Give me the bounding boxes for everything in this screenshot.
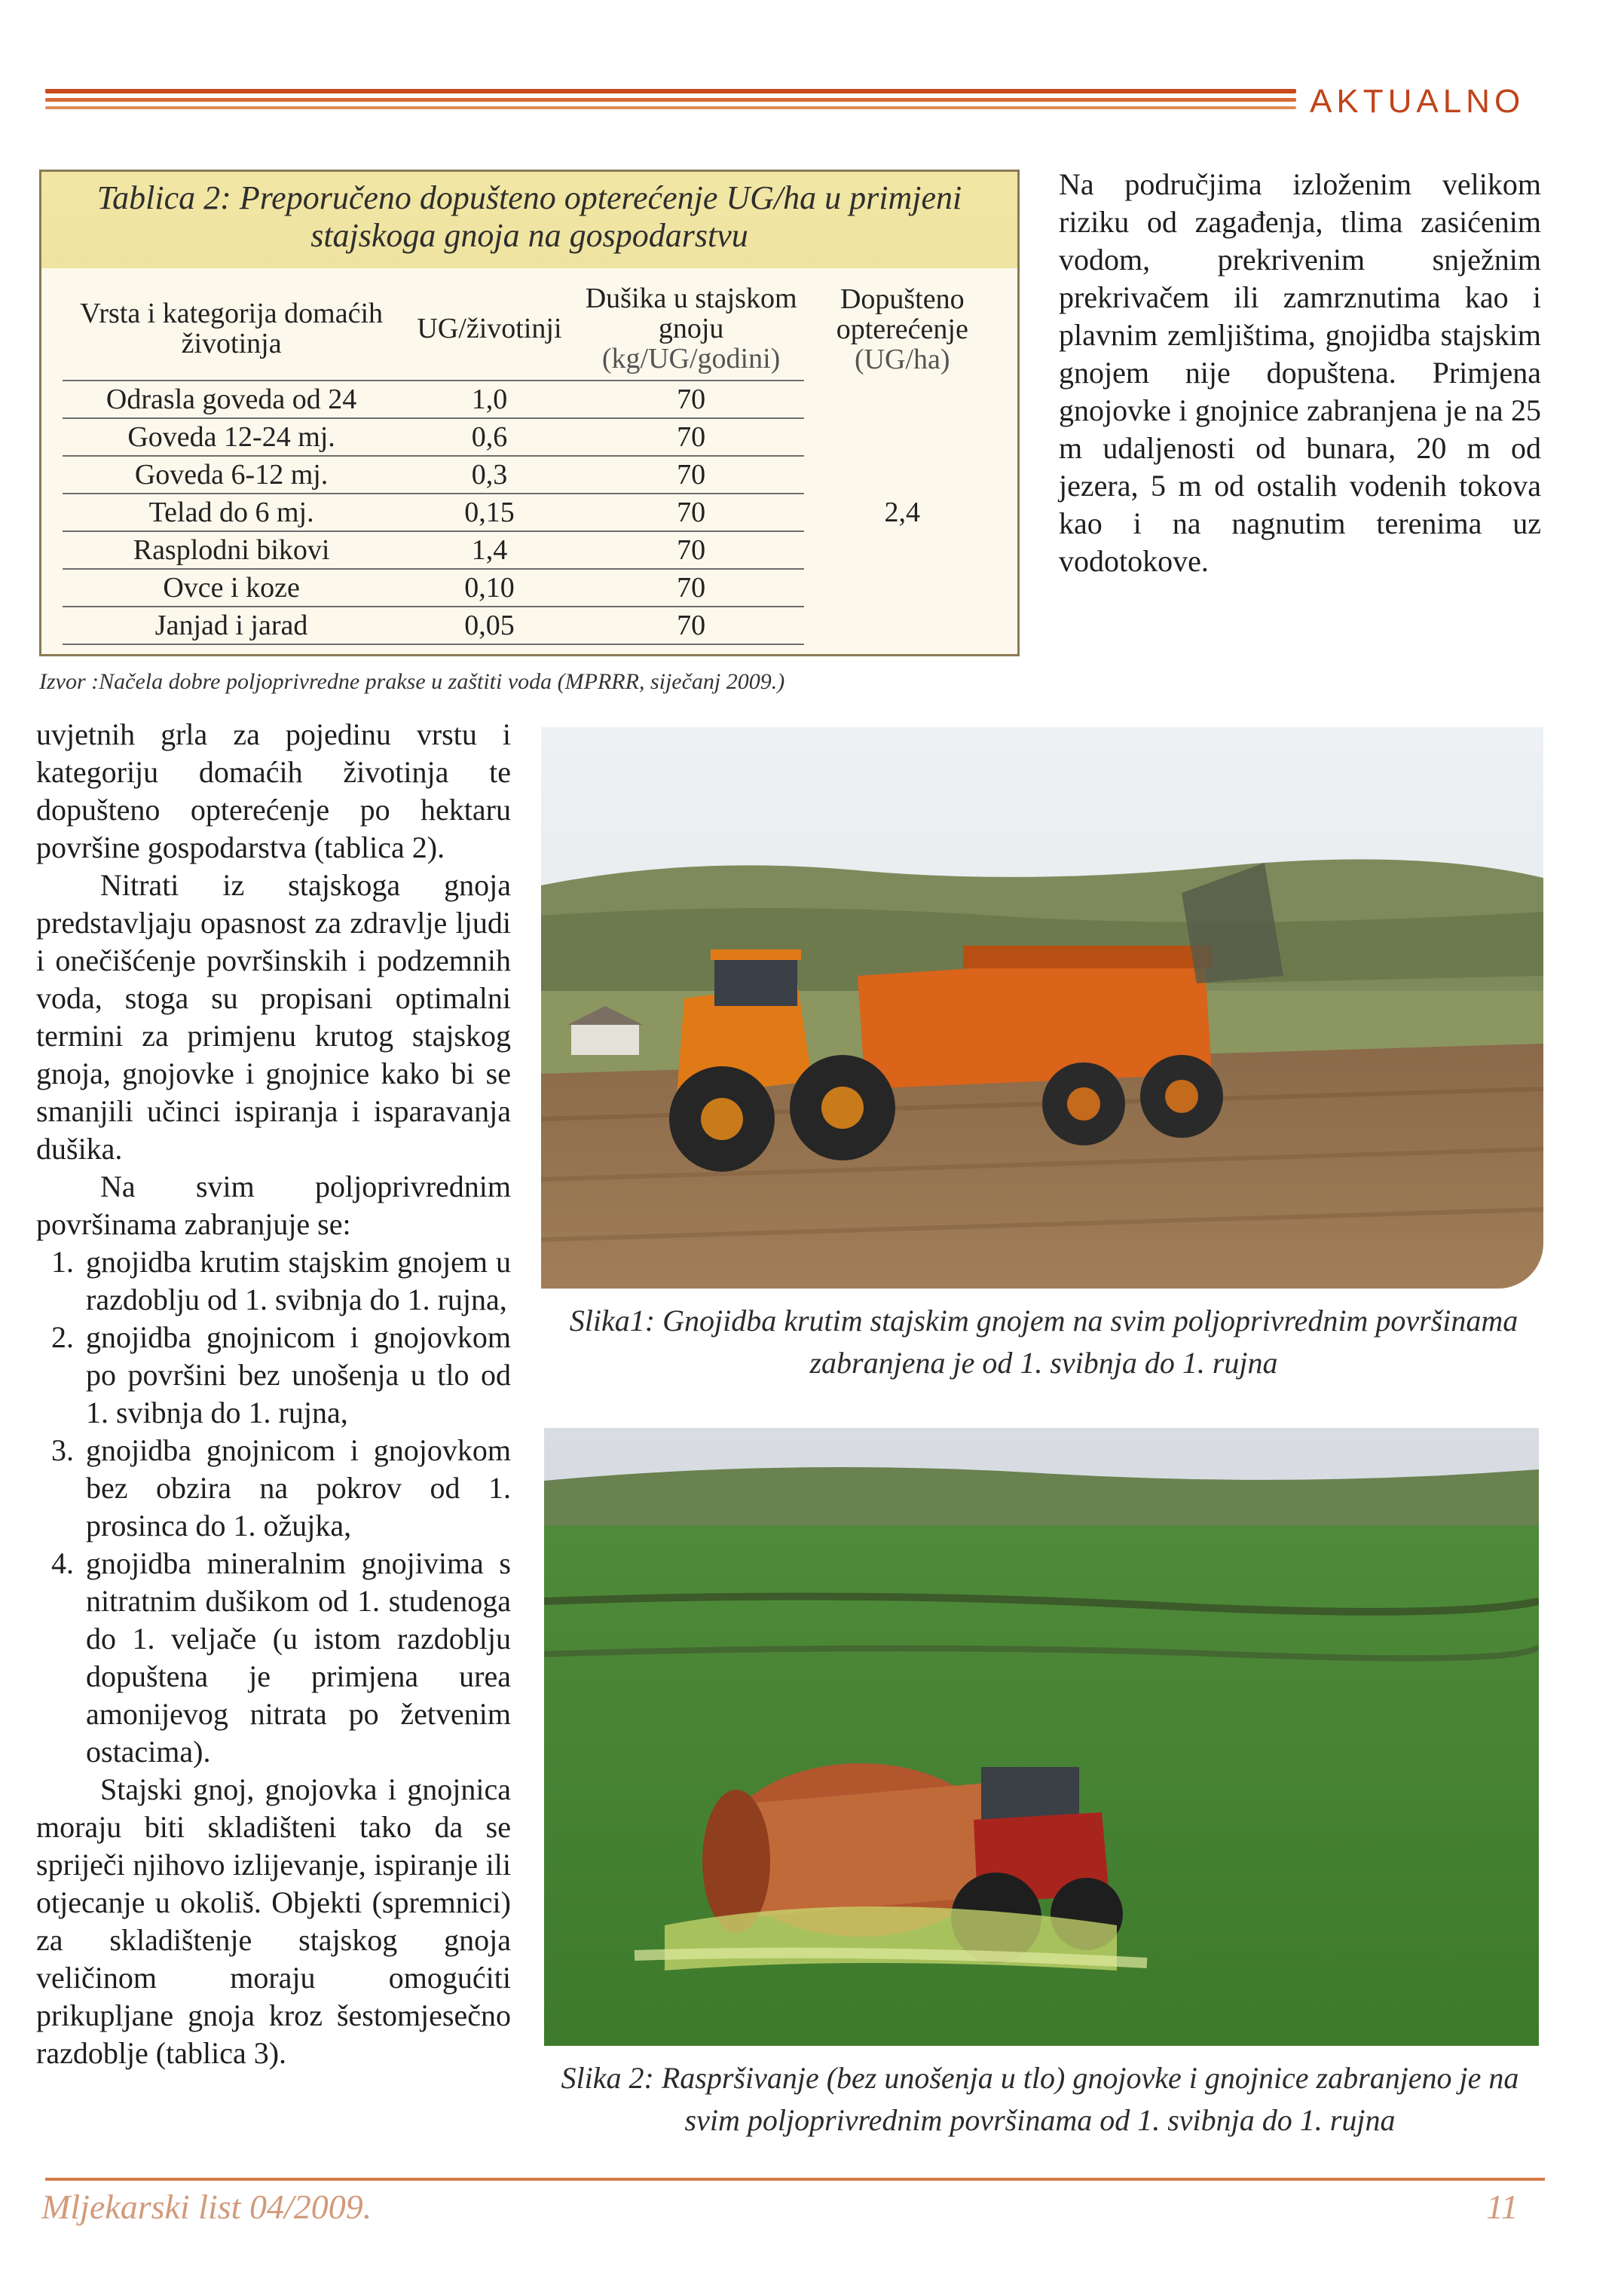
cell-nitrogen: 70	[579, 456, 804, 494]
list-item: 1. gnojidba krutim stajskim gnojem u razdoblju od 1. svibnja do 1. rujna,	[81, 1243, 511, 1319]
right-paragraph: Na područjima izloženim velikom riziku od zagađenja, tlima zasićenim vodom, prekrivenim snježnim prekrivačem ili zamrznutima kao i plavnim zemljištima, gnojidba stajskim gnojem nije dopuštena. Primjena gnojovke i gnojnice zabranjena je na 25 m udaljenosti od bunara, 20 m od jezera, 5 m od ostalih vodenih tokova kao i na nagnutim terenima uz vodotokove.	[1059, 167, 1541, 578]
table-title: Tablica 2: Preporučeno dopušteno opterećenje UG/ha u primjeni stajskoga gnoja na gospodarstvu	[41, 172, 1017, 268]
header-allowed-load-unit: (UG/ha)	[854, 343, 950, 375]
cell-animal: Goveda 12-24 mj.	[63, 418, 400, 456]
cell-animal: Telad do 6 mj.	[63, 494, 400, 531]
photo-slurry-tanker	[544, 1428, 1539, 2046]
table-grid	[63, 277, 1001, 639]
header-allowed-load-label: Dopušteno opterećenje	[836, 283, 968, 345]
header-ug: UG/životinji	[417, 313, 562, 344]
section-label: AKTUALNO	[1310, 83, 1525, 120]
photo-manure-spreader	[541, 727, 1543, 1289]
paragraph: Stajski gnoj, gnojovka i gnojnica moraju biti skladišteni tako da se spriječi njihovo izlijevanje, ispiranje ili otjecanje u okoliš. Objekti (spremnici) za skladištenje stajskog gnoja veličinom moraju omogućiti prikupljane gnoja kroz šestomjesečno razdoblje (tablica 3).	[36, 1772, 511, 2070]
paragraph: Na svim poljoprivrednim površinama zabranjuje se:	[36, 1169, 511, 1241]
paragraph: uvjetnih grla za pojedinu vrstu i kategoriju domaćih životinja te dopušteno opterećenje po hektaru površine gospodarstva (tablica 2).	[36, 717, 511, 864]
left-column	[36, 716, 511, 2072]
list-item: 4. gnojidba mineralnim gnojivima s nitratnim dušikom od 1. studenoga do 1. veljače (u istom razdoblju dopuštena je primjena urea amonijevog nitrata po žetvenim ostacima).	[81, 1545, 511, 1771]
cell-animal: Janjad i jarad	[63, 607, 400, 644]
cell-nitrogen: 70	[579, 381, 804, 418]
cell-animal: Odrasla goveda od 24	[63, 381, 400, 418]
paragraph: Nitrati iz stajskoga gnoja predstavljaju opasnost za zdravlje ljudi i onečišćenje površinskih i podzemnih voda, stoga su propisani optimalni termini za primjenu krutog stajskog gnoja, gnojovke i gnojnice kako bi se smanjili učinci ispiranja i isparavanja dušika.	[36, 868, 511, 1166]
header-allowed-load	[804, 277, 1001, 381]
cell-ug: 0,3	[400, 456, 579, 494]
figure-2-caption: Slika 2: Raspršivanje (bez unošenja u tlo) gnojovke i gnojnice zabranjeno je na svim poljoprivrednim površinama od 1. svibnja do 1. rujna	[561, 2061, 1519, 2137]
cell-nitrogen: 70	[579, 607, 804, 644]
cell-ug: 0,05	[400, 607, 579, 644]
cell-nitrogen: 70	[579, 569, 804, 607]
table-2	[39, 170, 1020, 656]
cell-nitrogen: 70	[579, 418, 804, 456]
cell-nitrogen: 70	[579, 531, 804, 569]
table-row	[63, 381, 1001, 418]
journal-name: Mljekarski list 04/2009.	[41, 2188, 372, 2226]
cell-nitrogen: 70	[579, 494, 804, 531]
cell-ug: 0,6	[400, 418, 579, 456]
prohibition-list	[36, 1243, 511, 1771]
list-item: 2. gnojidba gnojnicom i gnojovkom po površini bez unošenja u tlo od 1. svibnja do 1. rujna,	[81, 1319, 511, 1432]
cell-animal: Ovce i koze	[63, 569, 400, 607]
header-rule	[45, 89, 1296, 119]
table-source: Izvor :Načela dobre poljoprivredne prakse u zaštiti voda (MPRRR, siječanj 2009.)	[39, 669, 785, 694]
page-number: 11	[1486, 2188, 1518, 2226]
cell-ug: 1,0	[400, 381, 579, 418]
cell-animal: Rasplodni bikovi	[63, 531, 400, 569]
cell-animal: Goveda 6-12 mj.	[63, 456, 400, 494]
cell-allowed-load: 2,4	[884, 497, 921, 528]
cell-ug: 0,15	[400, 494, 579, 531]
list-item: 3. gnojidba gnojnicom i gnojovkom bez obzira na pokrov od 1. prosinca do 1. ožujka,	[81, 1432, 511, 1545]
footer-rule	[45, 2178, 1545, 2181]
header-nitrogen-label: Dušika u stajskom gnoju	[585, 283, 797, 344]
header-animal: Vrsta i kategorija domaćih životinja	[80, 298, 384, 359]
figure-1-caption: Slika1: Gnojidba krutim stajskim gnojem na svim poljoprivrednim površinama zabranjena je od 1. svibnja do 1. rujna	[569, 1304, 1518, 1380]
header-nitrogen	[579, 277, 804, 381]
header-nitrogen-unit: (kg/UG/godini)	[601, 343, 781, 375]
cell-ug: 0,10	[400, 569, 579, 607]
cell-ug: 1,4	[400, 531, 579, 569]
